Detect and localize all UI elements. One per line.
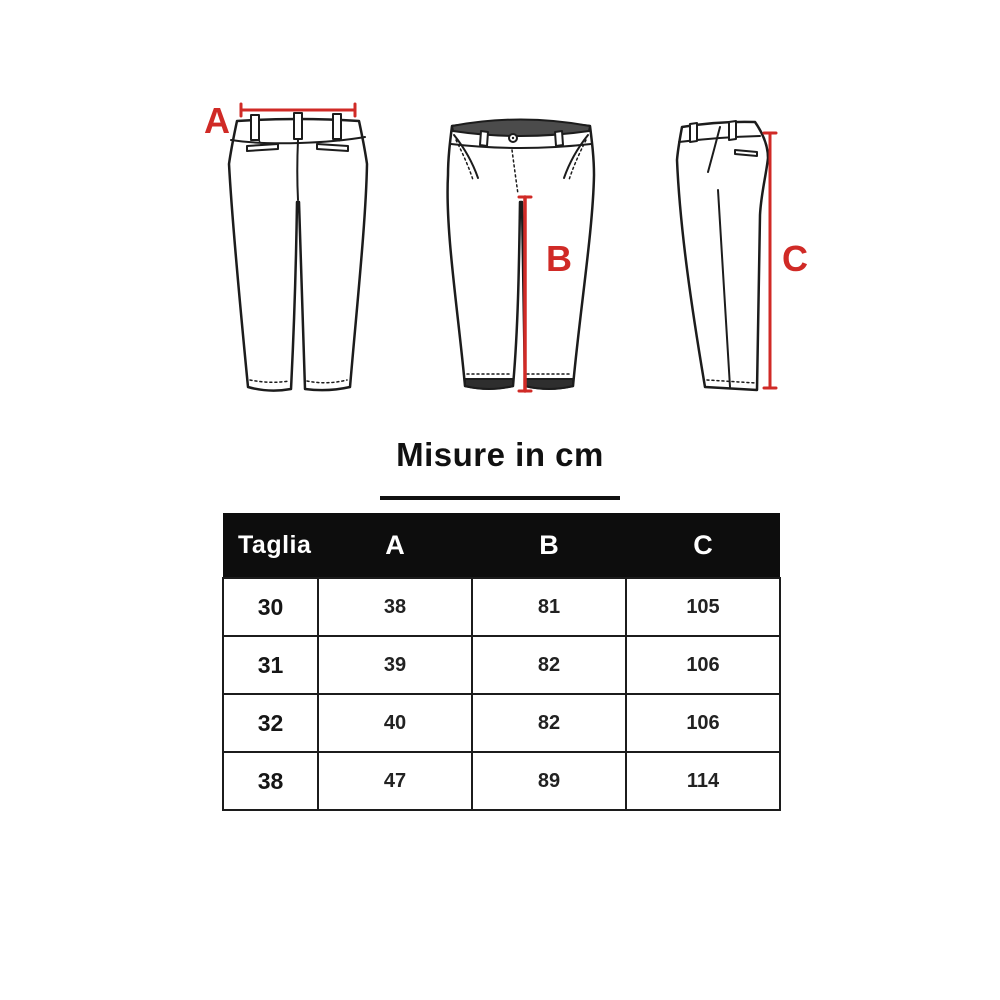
header-b: B — [472, 513, 626, 578]
table-row — [223, 636, 780, 694]
back-center-seam — [297, 140, 298, 200]
pants-back-view-illustration — [200, 80, 380, 410]
table-row — [223, 694, 780, 752]
cell-a: 47 — [318, 752, 472, 810]
cell-c: 105 — [626, 578, 780, 636]
belt-loop — [555, 131, 563, 146]
measure-label-a: A — [204, 100, 230, 141]
cell-size: 32 — [223, 694, 318, 752]
cell-b: 82 — [472, 636, 626, 694]
header-c: C — [626, 513, 780, 578]
cell-a: 39 — [318, 636, 472, 694]
belt-loop — [480, 131, 488, 146]
belt-loop — [333, 114, 341, 139]
title-underline — [380, 496, 620, 500]
cell-size: 30 — [223, 578, 318, 636]
hem-right-dark — [525, 379, 573, 389]
belt-loop — [294, 113, 302, 139]
pants-front-silhouette — [448, 122, 594, 389]
belt-loop — [729, 121, 736, 140]
cell-b: 82 — [472, 694, 626, 752]
cell-a: 40 — [318, 694, 472, 752]
hem-left-dark — [465, 379, 513, 389]
cell-c: 106 — [626, 636, 780, 694]
cell-b: 89 — [472, 752, 626, 810]
back-pocket-right — [317, 144, 348, 151]
table-row — [223, 752, 780, 810]
pants-front-view-illustration — [440, 80, 610, 410]
cell-b: 81 — [472, 578, 626, 636]
measure-label-c: C — [782, 238, 808, 279]
waist-button-dot — [512, 137, 514, 139]
belt-loop — [690, 123, 697, 142]
cell-size: 31 — [223, 636, 318, 694]
belt-loop — [251, 115, 259, 140]
page-title: Misure in cm — [396, 436, 604, 473]
size-table — [222, 513, 781, 811]
cell-size: 38 — [223, 752, 318, 810]
cell-a: 38 — [318, 578, 472, 636]
pants-side-view-illustration — [655, 80, 810, 410]
cell-c: 106 — [626, 694, 780, 752]
header-a: A — [318, 513, 472, 578]
header-taglia: Taglia — [223, 513, 318, 578]
side-back-pocket — [735, 150, 757, 156]
table-row — [223, 578, 780, 636]
cell-c: 114 — [626, 752, 780, 810]
measure-label-b: B — [546, 238, 572, 279]
waistband-inner-dark — [452, 120, 590, 137]
back-pocket-left — [247, 144, 278, 151]
table-header-row — [223, 513, 780, 578]
